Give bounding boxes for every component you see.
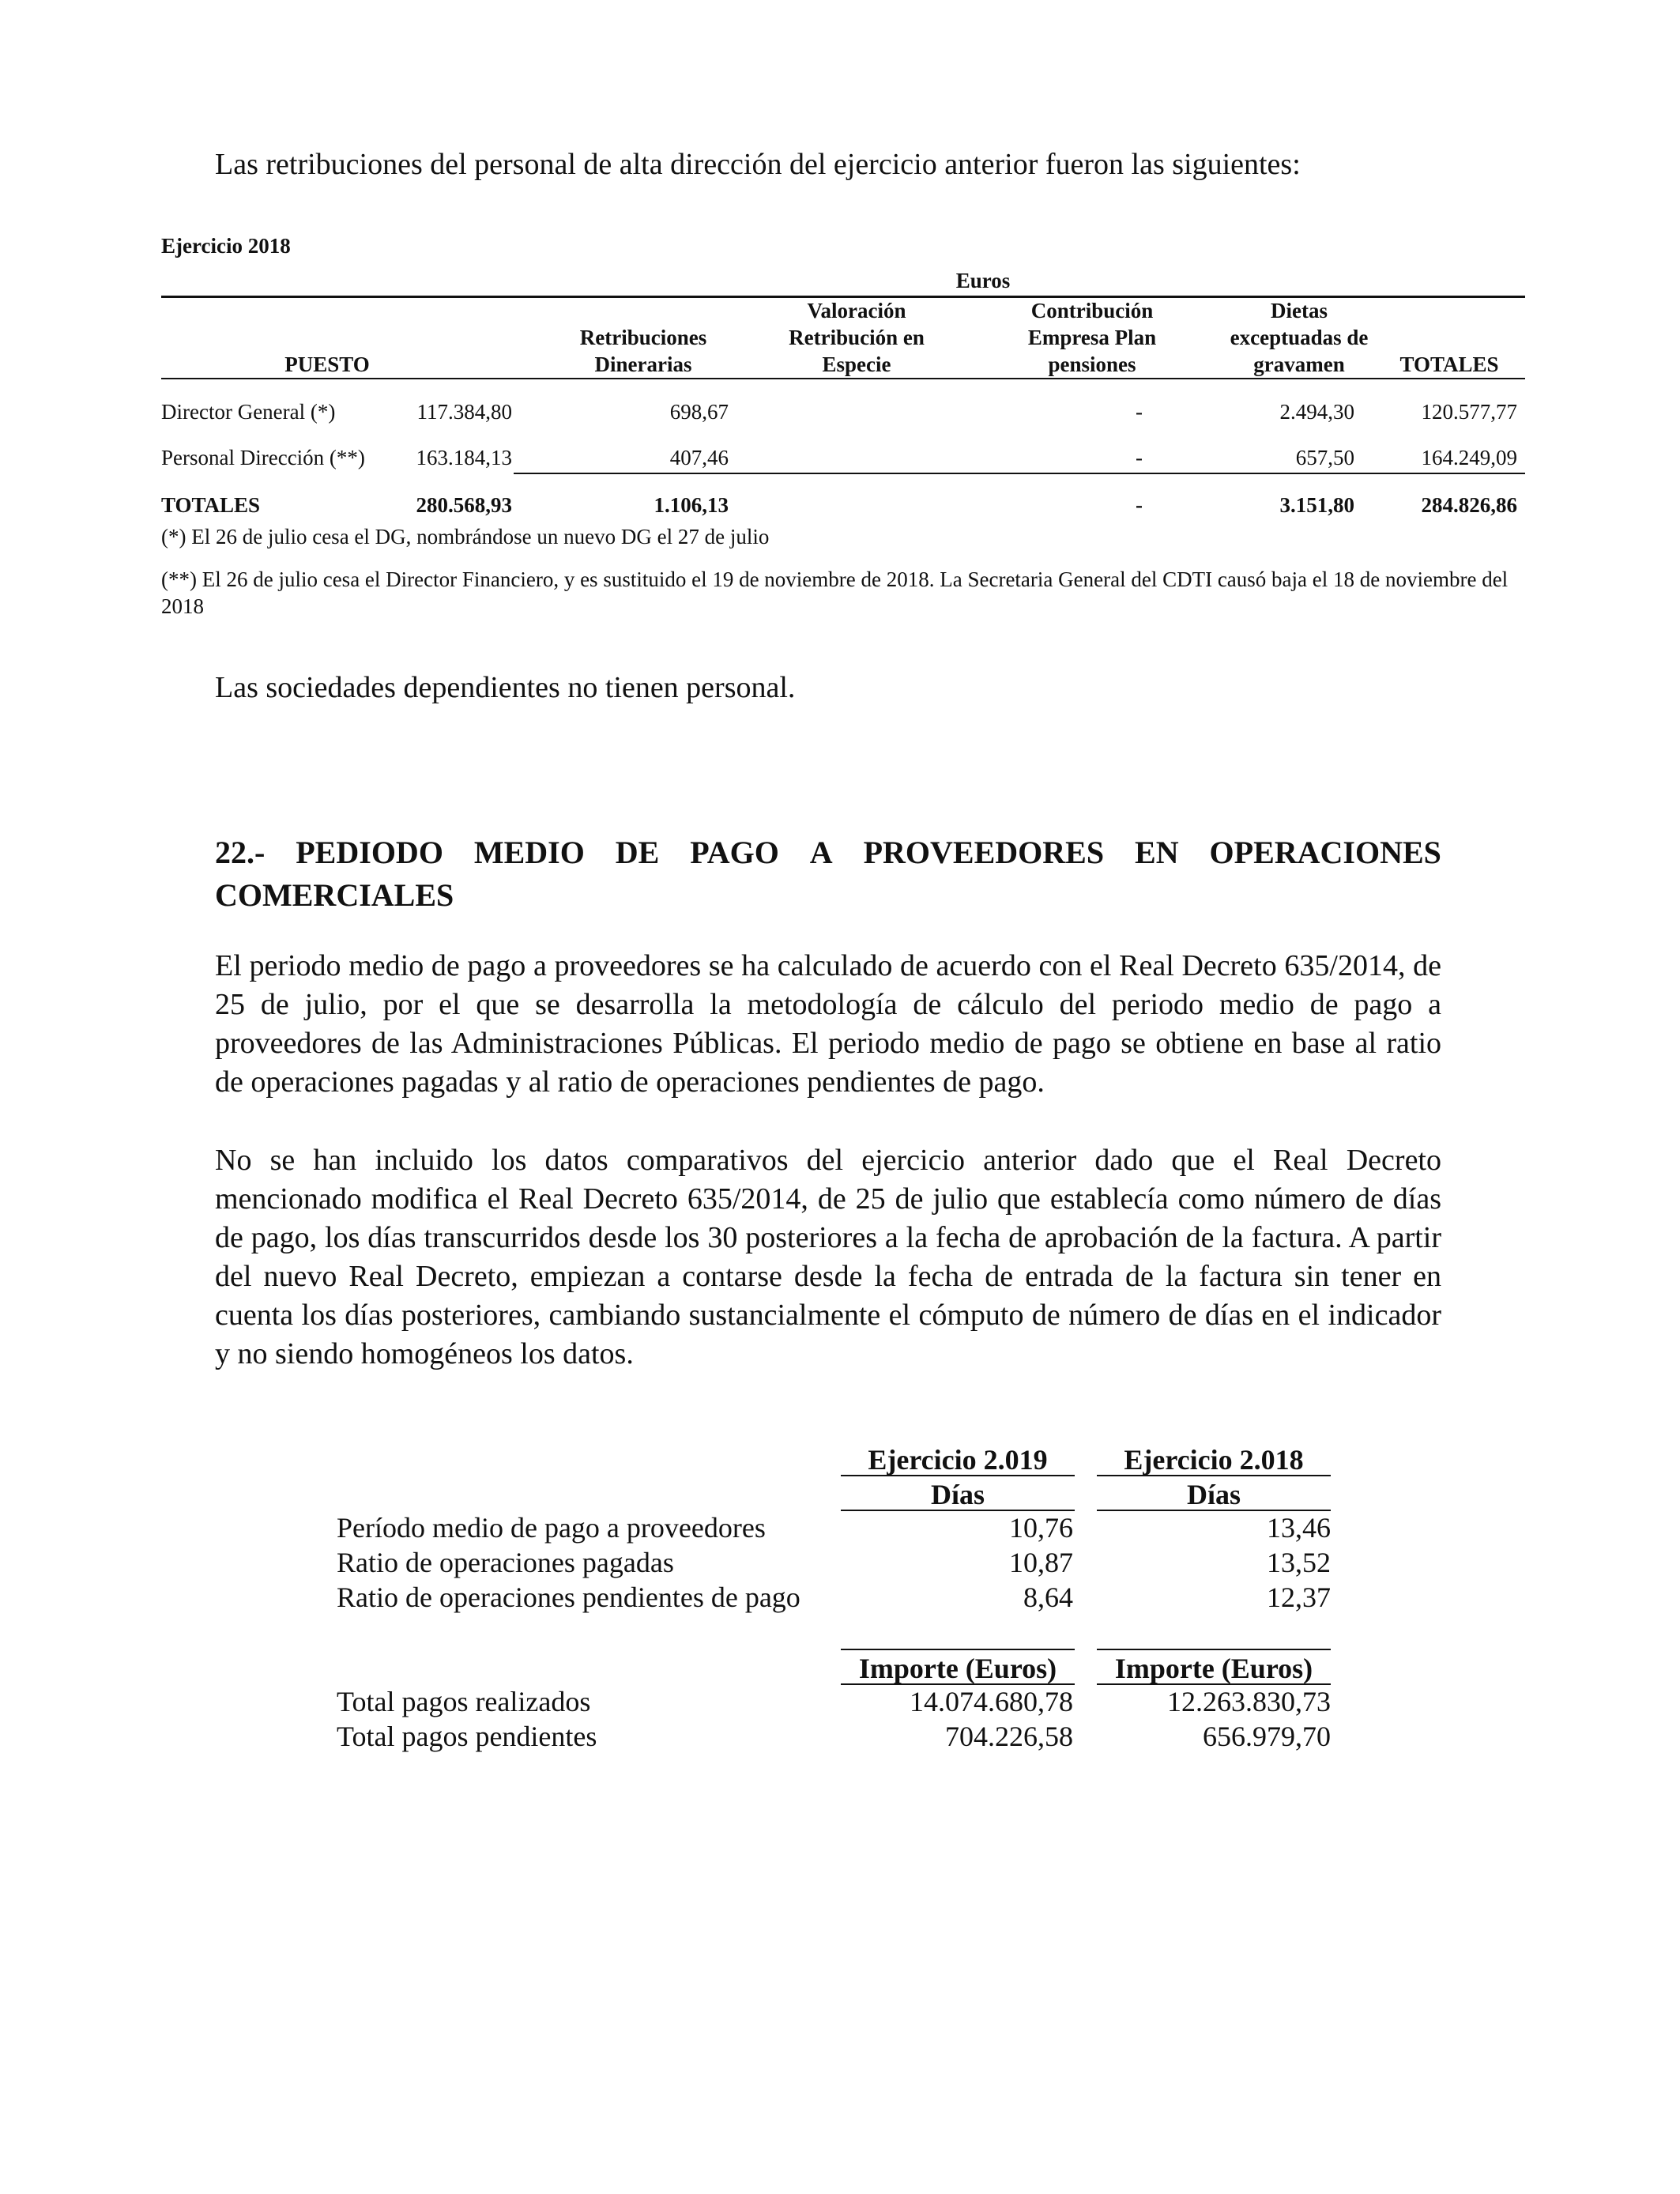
col-header-2018: Ejercicio 2.018 [1124,1444,1304,1476]
rule [1097,1649,1331,1650]
cell-total: 284.826,86 [1421,493,1517,517]
header-valoracion: Valoración Retribución en Especie [789,299,925,376]
title-word: 22.- [215,835,266,870]
title-word: A [809,835,833,870]
header-retribuciones: Retribuciones Dinerarias [579,326,707,376]
totals-row [161,493,1525,522]
section-22-title [215,831,1441,917]
importe-header-2019: Importe (Euros) [858,1653,1057,1684]
cell-puesto: Personal Dirección (**) [161,446,365,469]
row-label: Ratio de operaciones pagadas [337,1547,674,1578]
cell-puesto: Director General (*) [161,400,336,424]
value-2018: 12,37 [1267,1581,1331,1613]
value-2019: 10,87 [1009,1547,1073,1578]
header-totales: TOTALES [1399,352,1499,376]
cell-dietas: 3.151,80 [1279,493,1354,517]
cell-dinerarias: 163.184,13 [416,446,512,469]
subtotal-rule [514,473,1525,474]
value-2019: 8,64 [1023,1581,1073,1613]
footnote-2: (**) El 26 de julio cesa el Director Financiero, y es sustituido el 19 de noviembre de 2018. La Secretaria General del CDTI causó baja el 18 de noviembre del 2018 [161,567,1509,618]
cell-especie: 1.106,13 [654,493,729,517]
value-2019: 704.226,58 [945,1721,1073,1752]
title-word: PAGO [690,835,779,870]
title-word: MEDIO [473,835,585,870]
row-label: Total pagos realizados [337,1686,591,1717]
cell-dietas: 657,50 [1295,446,1354,469]
intro-paragraph: Las retribuciones del personal de alta dirección del ejercicio anterior fueron las siguientes: [215,148,1301,181]
header-dietas: Dietas exceptuadas de gravamen [1230,299,1369,376]
title-line-2: COMERCIALES [215,877,454,913]
cell-dietas: 2.494,30 [1279,400,1354,424]
header-puesto: PUESTO [284,352,370,376]
rule [1097,1475,1331,1476]
paragraph-periodo-medio: El periodo medio de pago a proveedores se ha calculado de acuerdo con el Real Decreto 635/2014, de 25 de julio, por el que se desarrolla la metodología de cálculo del periodo medio de pago a proveedores de las Administraciones Públicas. El periodo medio de pago se obtiene en base al ratio de operaciones pagadas y al ratio de operaciones pendientes de pago. [215,949,1441,1099]
cell-dinerarias: 117.384,80 [416,400,512,424]
paragraph-comparativos: No se han incluido los datos comparativos del ejercicio anterior dado que el Real Decreto mencionado modifica el Real Decreto 635/2014, de 25 de julio que establecía como número de días de pago, los días transcurridos desde los 30 posteriores a la fecha de aprobación de la factura. A partir del nuevo Real Decreto, empiezan a contarse desde la fecha de entrada de la factura sin tener en cuenta los días posteriores, cambiando sustancialmente el cómputo de número de días en el indicador y no siendo homogéneos los datos. [215,1144,1441,1370]
value-2018: 13,52 [1267,1547,1331,1578]
title-word: PEDIODO [296,835,443,870]
title-word: EN [1135,835,1179,870]
cell-total: 164.249,09 [1421,446,1517,469]
rule [841,1475,1075,1476]
rule [841,1649,1075,1650]
cell-total: 120.577,77 [1421,400,1517,424]
dias-header-2019: Días [930,1479,985,1510]
importe-header-2018: Importe (Euros) [1114,1653,1313,1684]
row-label: Total pagos pendientes [337,1721,597,1752]
title-word: DE [615,835,660,870]
title-word: OPERACIONES [1209,835,1441,870]
title-word: PROVEEDORES [863,835,1105,870]
cell-puesto: TOTALES [161,493,261,517]
dias-header-2018: Días [1186,1479,1241,1510]
row-label: Ratio de operaciones pendientes de pago [337,1581,800,1613]
footnote-1: (*) El 26 de julio cesa el DG, nombrándose un nuevo DG el 27 de julio [161,525,770,548]
table-row [161,446,1525,474]
value-2019: 14.074.680,78 [910,1686,1073,1717]
cell-pensiones: - [1136,493,1143,517]
header-contribucion: Contribución Empresa Plan pensiones [1027,299,1157,376]
cell-dinerarias: 280.568,93 [416,493,512,517]
ejercicio-label: Ejercicio 2018 [161,234,291,258]
value-2018: 656.979,70 [1203,1721,1331,1752]
value-2019: 10,76 [1009,1512,1073,1544]
cell-pensiones: - [1136,400,1143,424]
value-2018: 12.263.830,73 [1167,1686,1331,1717]
table-row [161,400,1525,428]
cell-especie: 698,67 [669,400,729,424]
row-label: Período medio de pago a proveedores [337,1512,766,1544]
sociedades-paragraph: Las sociedades dependientes no tienen personal. [215,671,796,704]
cell-pensiones: - [1136,446,1143,469]
col-header-2019: Ejercicio 2.019 [868,1444,1048,1476]
cell-especie: 407,46 [669,446,729,469]
value-2018: 13,46 [1267,1512,1331,1544]
header-rule [161,378,1525,379]
